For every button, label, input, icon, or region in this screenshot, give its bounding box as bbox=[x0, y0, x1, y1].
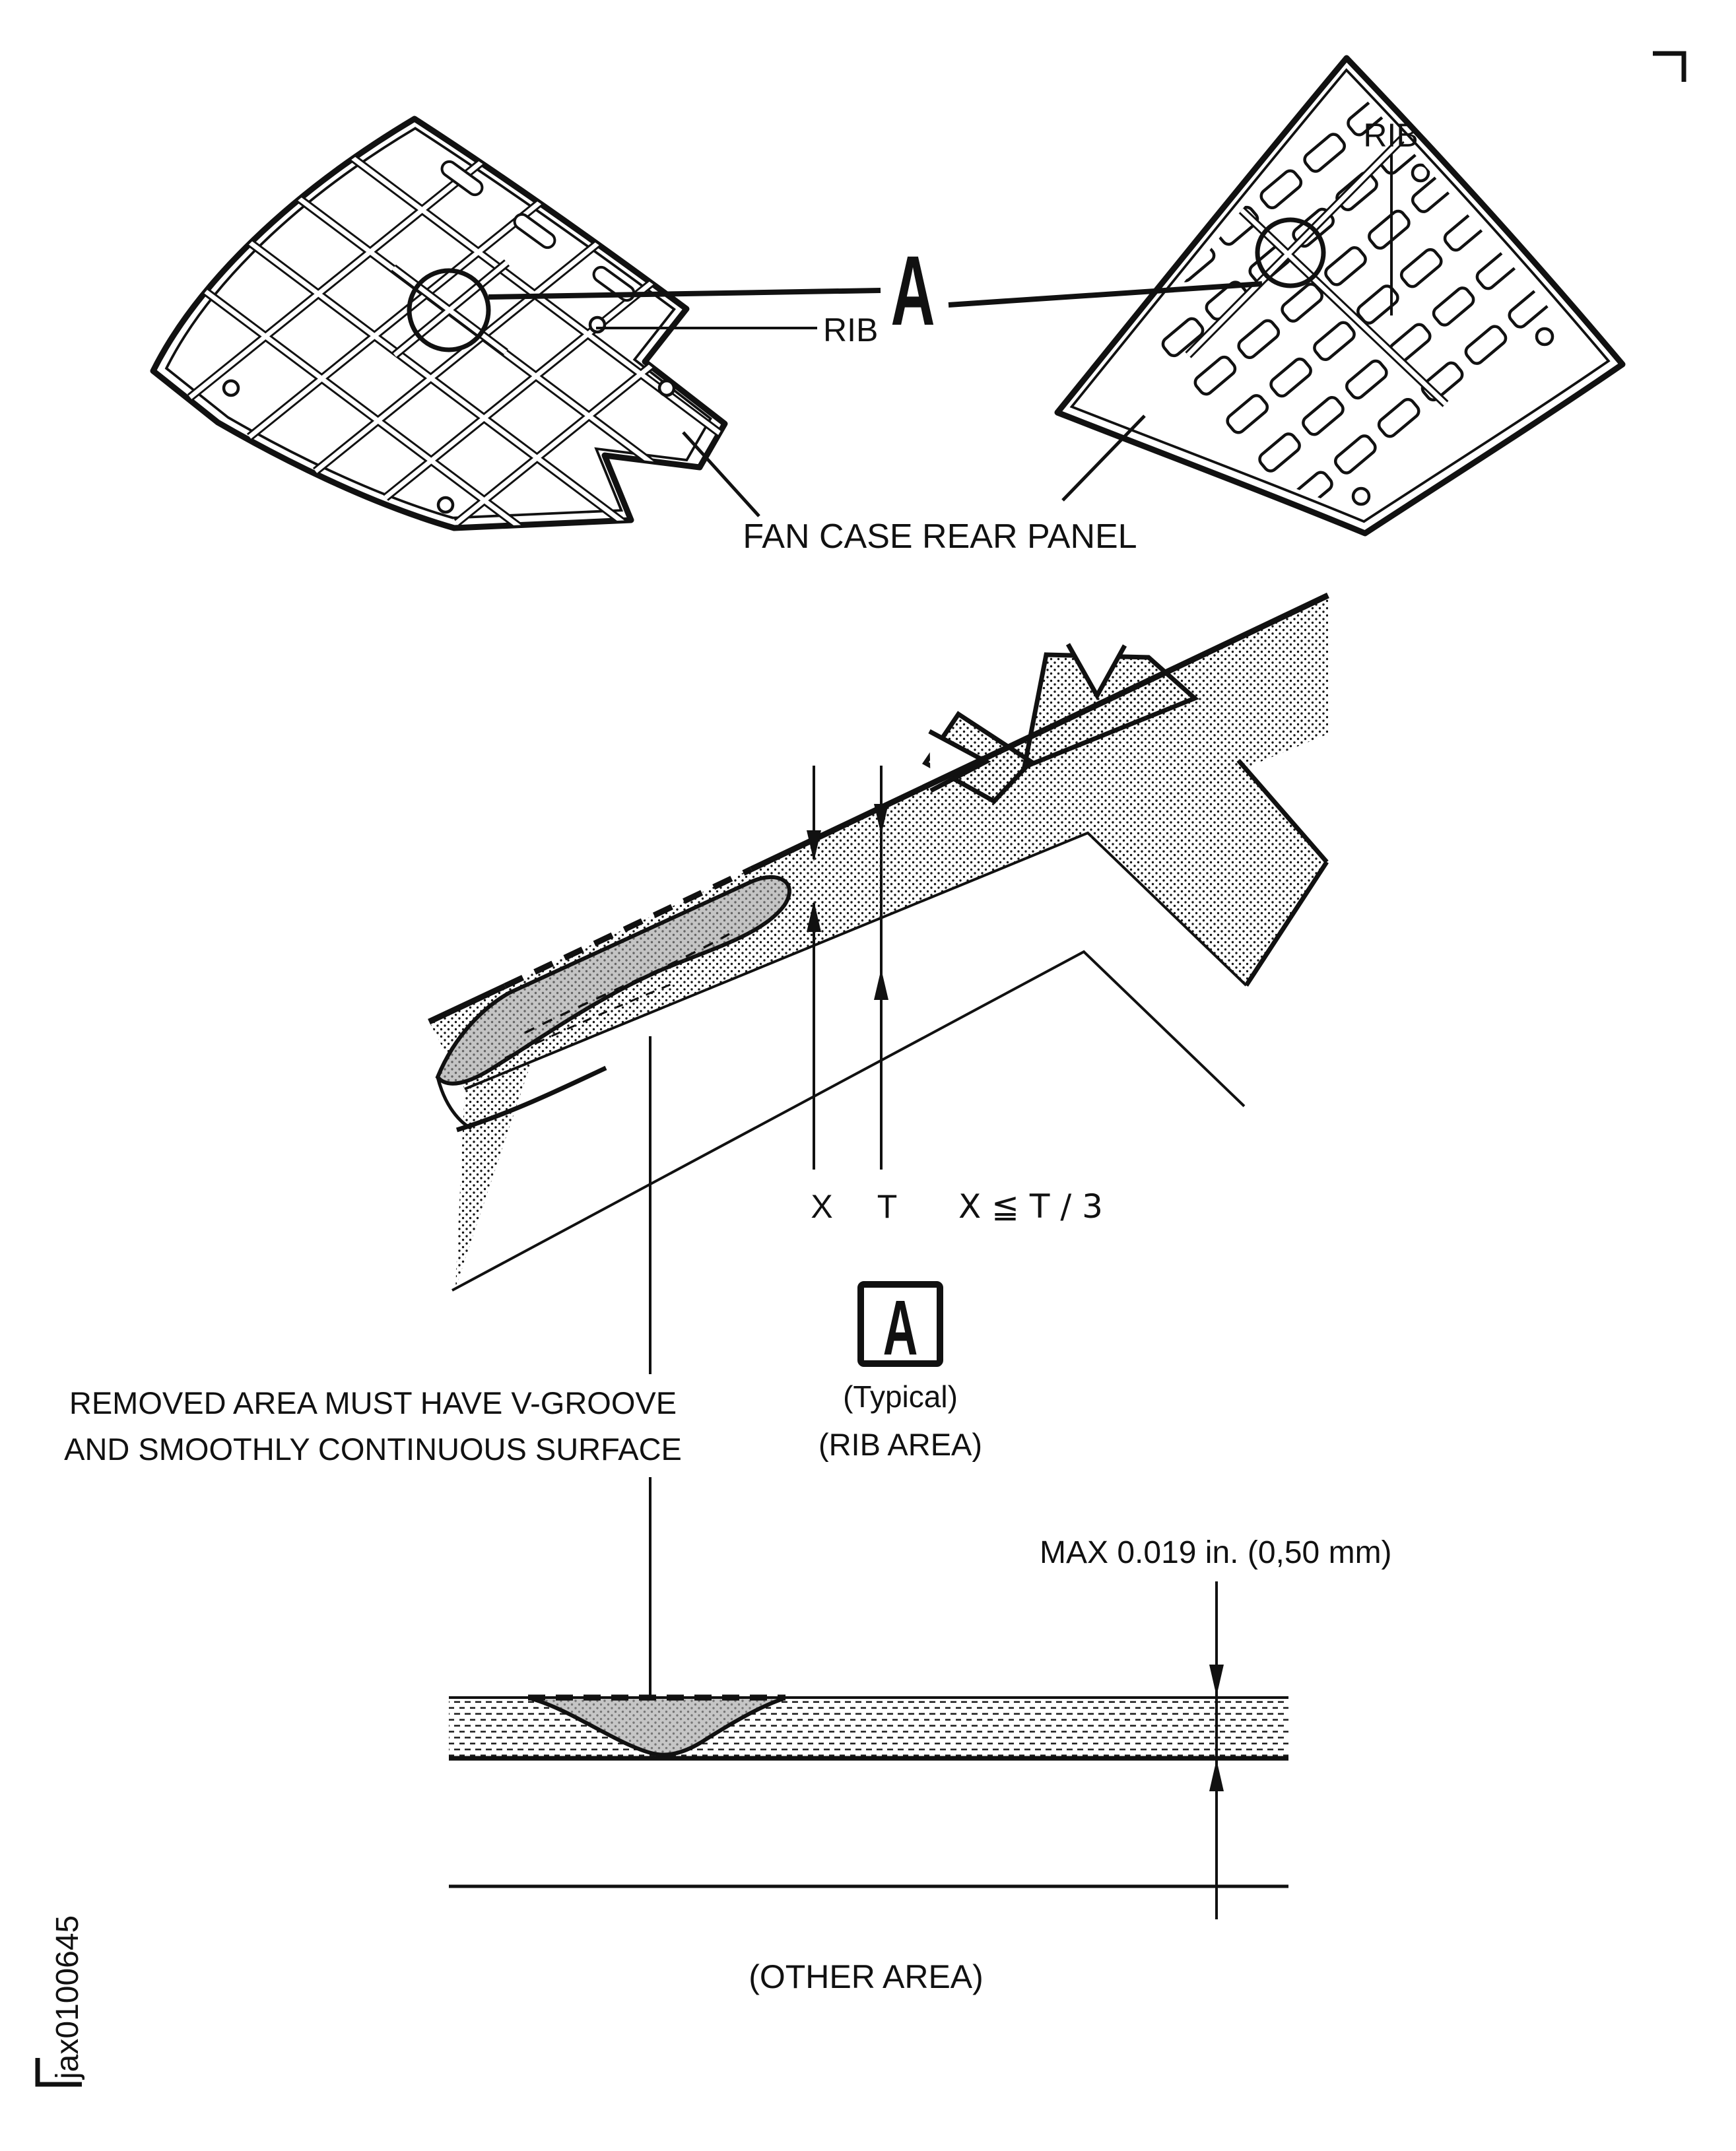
figure-id bbox=[50, 1915, 85, 2080]
max-depth-label: MAX 0.019 in. (0,50 mm) bbox=[1040, 1535, 1392, 1570]
typical-label: (Typical) bbox=[843, 1379, 958, 1414]
dimension-x bbox=[807, 766, 821, 1170]
caption-leader-left bbox=[683, 432, 759, 516]
note-line2: AND SMOOTHLY CONTINUOUS SURFACE bbox=[64, 1432, 682, 1467]
detail-a-label bbox=[890, 236, 935, 346]
rib-detail-illustration bbox=[429, 595, 1328, 1290]
detail-a-text: A bbox=[890, 236, 935, 347]
top-right-corner-mark bbox=[1653, 53, 1684, 82]
rib-label-left: RIB bbox=[823, 312, 879, 348]
other-area-section bbox=[449, 1535, 1392, 1995]
right-panel-illustration bbox=[1057, 58, 1622, 533]
rib-label-right: RIB bbox=[1363, 117, 1419, 154]
detail-box bbox=[861, 1284, 940, 1371]
figure-caption: FAN CASE REAR PANEL bbox=[743, 517, 1137, 556]
t-dimension-label: T bbox=[877, 1188, 898, 1225]
other-area-caption: (OTHER AREA) bbox=[749, 1958, 984, 1995]
rib-area-label: (RIB AREA) bbox=[818, 1427, 983, 1462]
x-dimension-label: X bbox=[811, 1188, 833, 1225]
note-line1: REMOVED AREA MUST HAVE V-GROOVE bbox=[69, 1385, 677, 1420]
figure-id-text: jax0100645 bbox=[50, 1915, 85, 2079]
x-t-formula: X ≦ T / 3 bbox=[958, 1187, 1103, 1226]
detail-box-letter: A bbox=[883, 1284, 918, 1372]
